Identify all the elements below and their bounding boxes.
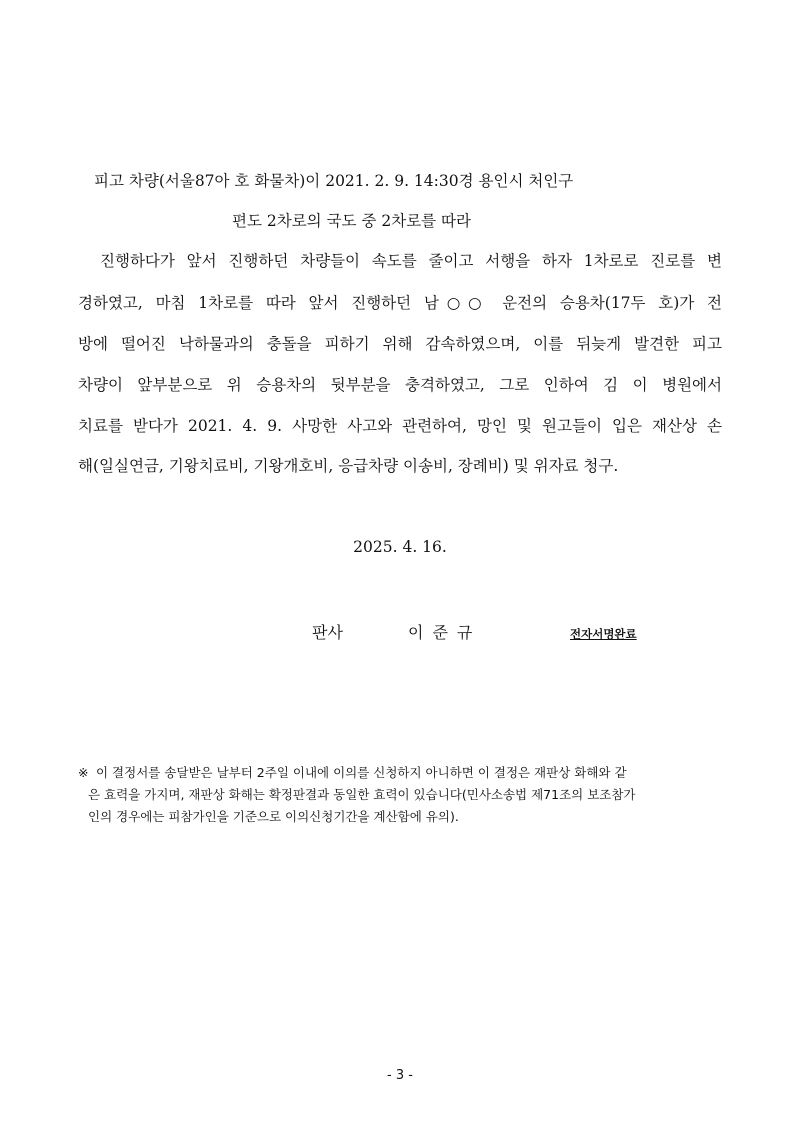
claim-line-1: 피고 차량(서울87아 호 화물차)이 2021. 2. 9. 14:30경 용인시 처인구 (94, 172, 574, 190)
claim-line-2: 편도 2차로의 국도 중 2차로를 따라 (232, 212, 472, 230)
claim-paragraph-line-5: 치료를 받다가 2021. 4. 9. 사망한 사고와 관련하여, 망인 및 원고들이 입은 재산상 손 (78, 417, 722, 435)
page-number: - 3 - (387, 1068, 413, 1083)
judge-title: 판사 (312, 623, 343, 642)
judge-name: 이준규 (408, 623, 482, 642)
notice-line-1 (78, 762, 724, 784)
notice-block (78, 762, 724, 828)
claim-paragraph-line-2: 경하였고, 마침 1차로를 따라 앞서 진행하던 남○○ 운전의 승용차(17두 호)가 전 (78, 294, 722, 312)
notice-text-1: 이 결정서를 송달받은 날부터 2주일 이내에 이의를 신청하지 아니하면 이 결정은 재판상 화해와 같 (96, 765, 627, 780)
electronic-signature-stamp: 전자서명완료 (570, 627, 637, 641)
decision-date: 2025. 4. 16. (353, 538, 447, 556)
notice-line-3: 인의 경우에는 피참가인을 기준으로 이의신청기간을 계산함에 유의). (88, 809, 459, 824)
claim-paragraph-line-1: 진행하다가 앞서 진행하던 차량들이 속도를 줄이고 서행을 하자 1차로로 진로를 변 (100, 252, 722, 270)
claim-paragraph-line-6: 해(일실연금, 기왕치료비, 기왕개호비, 응급차량 이송비, 장례비) 및 위자료 청구. (78, 457, 619, 475)
notice-line-2: 은 효력을 가지며, 재판상 화해는 확정판결과 동일한 효력이 있습니다(민사소송법 제71조의 보조참가 (88, 787, 636, 802)
claim-paragraph-line-3: 방에 떨어진 낙하물과의 충돌을 피하기 위해 감속하였으며, 이를 뒤늦게 발견한 피고 (78, 335, 722, 353)
reference-mark-icon: ※ (78, 765, 89, 780)
claim-paragraph-line-4: 차량이 앞부분으로 위 승용차의 뒷부분을 충격하였고, 그로 인하여 김 이 병원에서 (78, 376, 722, 394)
